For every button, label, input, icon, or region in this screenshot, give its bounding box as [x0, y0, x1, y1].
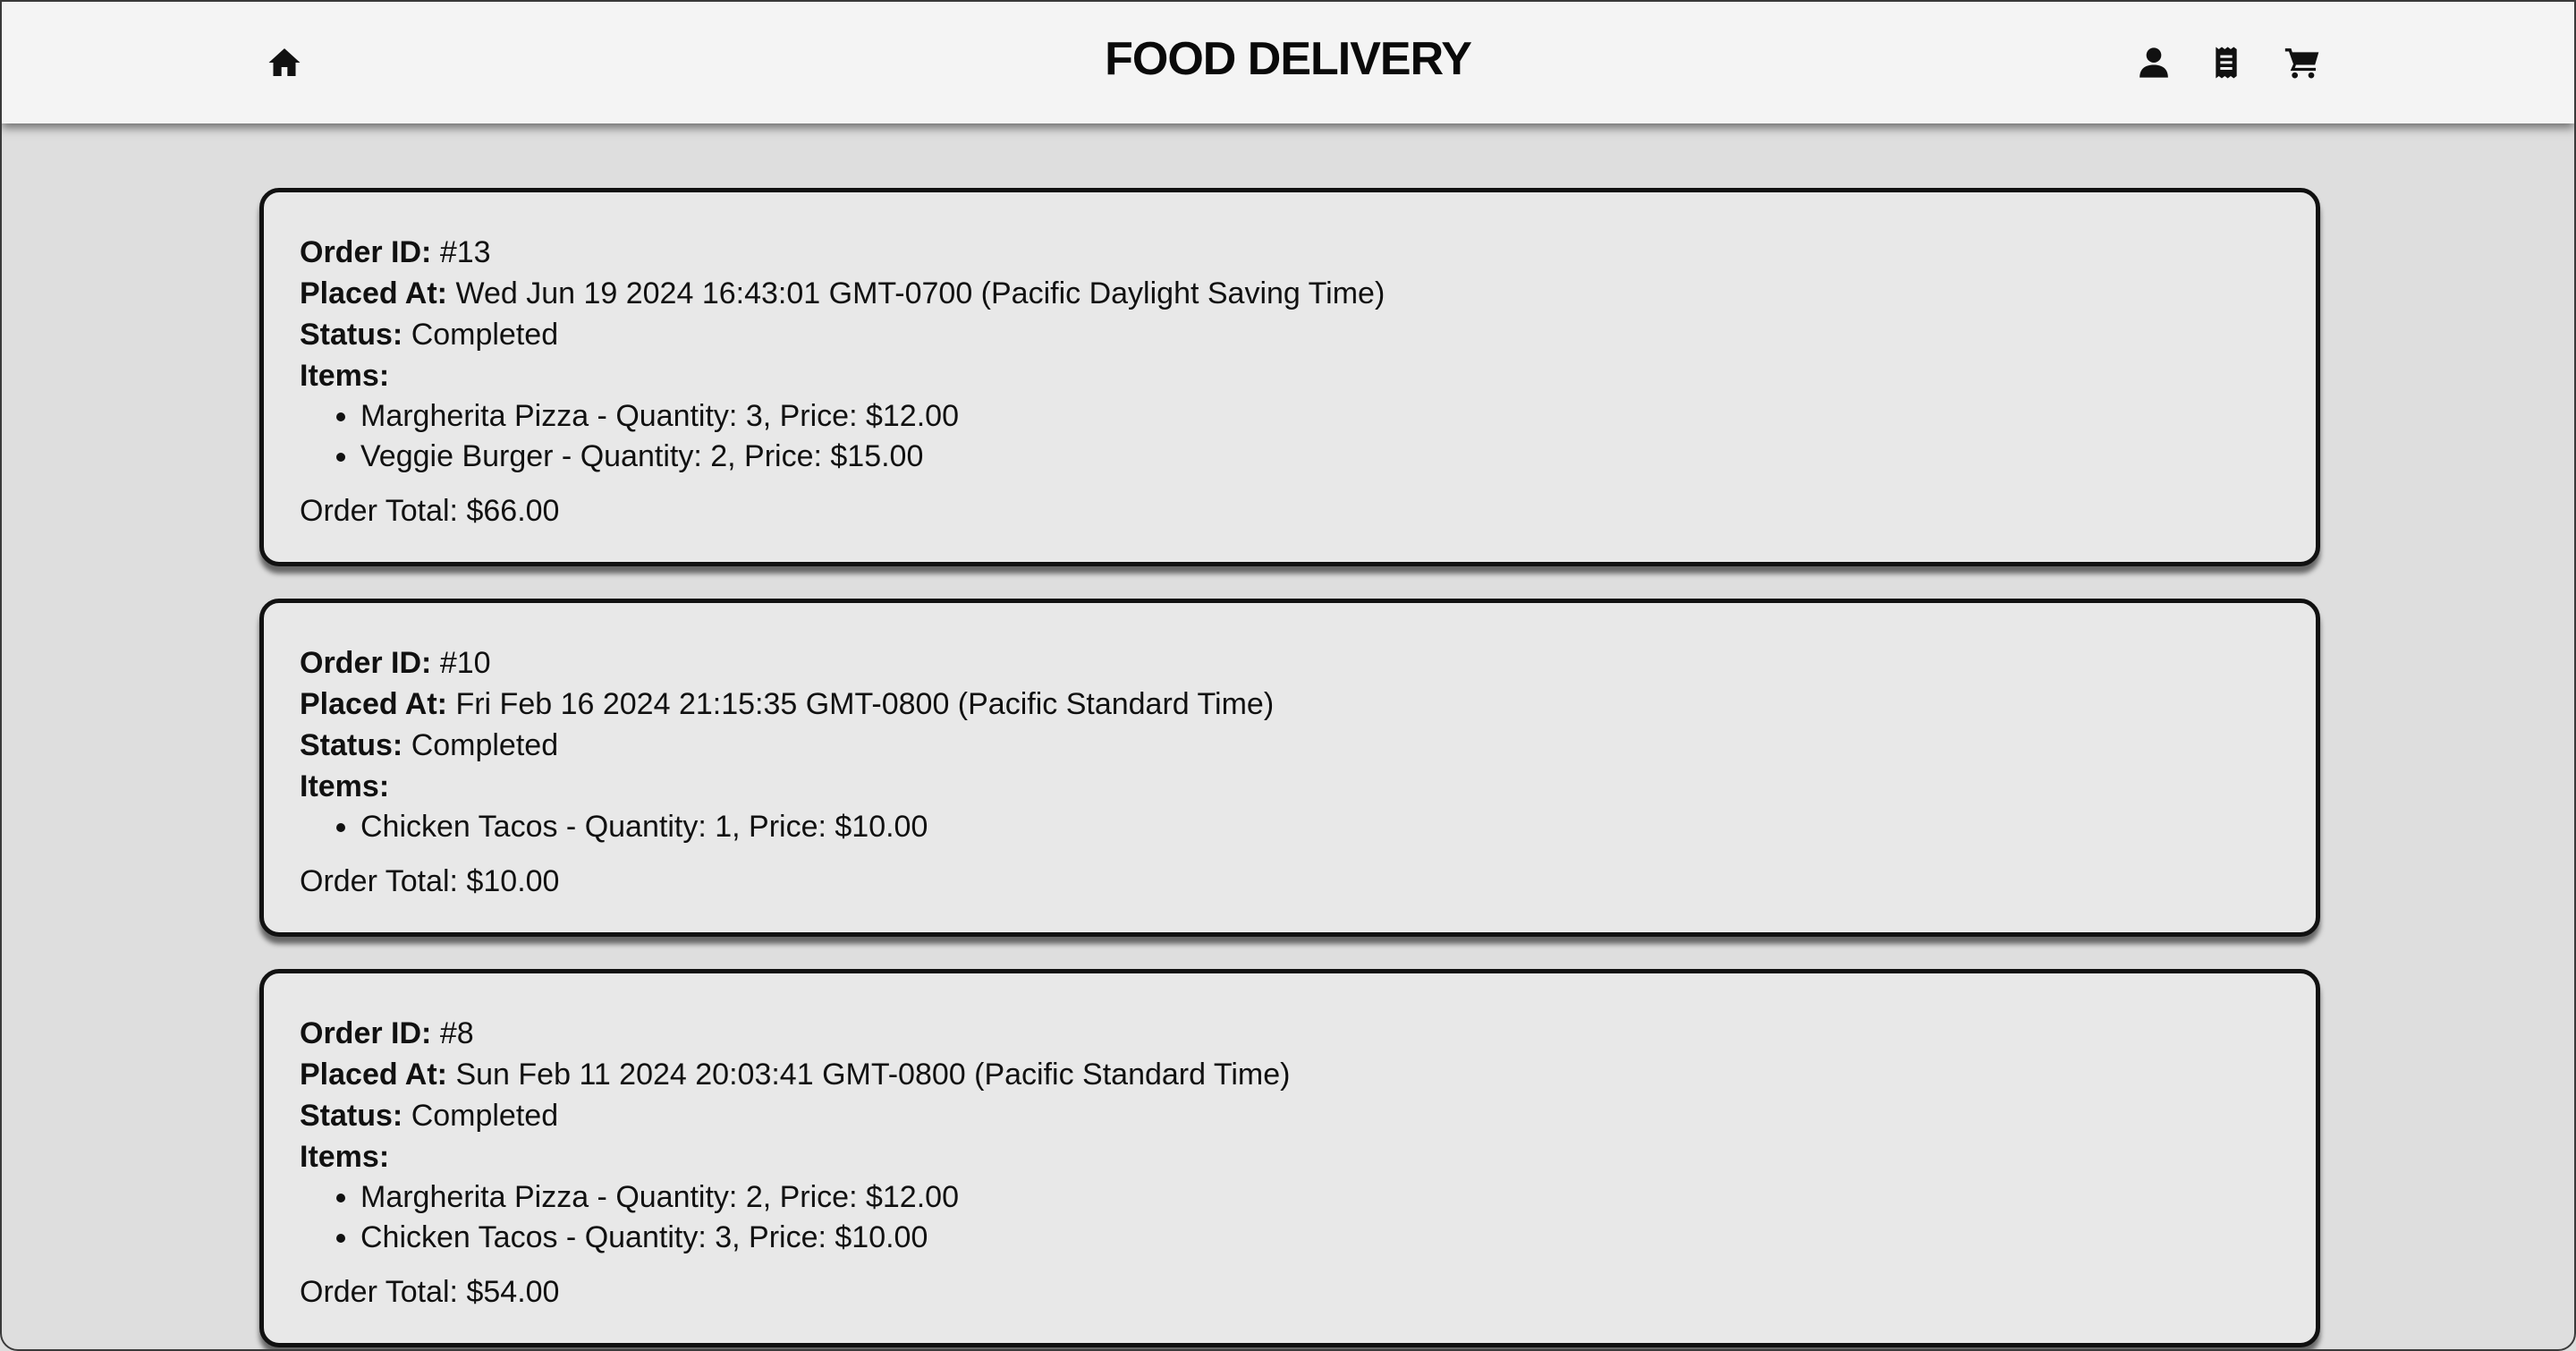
order-card — [259, 599, 2320, 937]
order-card — [259, 188, 2320, 566]
order-id-row — [300, 1013, 2280, 1054]
order-id-row — [300, 232, 2280, 273]
order-total-label: Order Total: — [300, 494, 459, 528]
status-label: Status: — [300, 318, 403, 352]
items-row — [300, 355, 2280, 396]
placed-at-value: Fri Feb 16 2024 21:15:35 GMT-0800 (Pacific Standard Time) — [455, 687, 1275, 721]
orders-button[interactable] — [2205, 41, 2248, 84]
order-id-value: #13 — [439, 235, 491, 269]
order-id-value: #8 — [439, 1016, 474, 1050]
items-row — [300, 766, 2280, 807]
order-items-list — [300, 807, 2280, 847]
placed-at-label: Placed At: — [300, 687, 448, 721]
order-items-list — [300, 1177, 2280, 1258]
order-item: • Veggie Burger - Quantity: 2, Price: $15.00 — [360, 437, 2280, 477]
order-items-list — [300, 396, 2280, 477]
items-label: Items: — [300, 1140, 390, 1174]
placed-at-label: Placed At: — [300, 276, 448, 310]
order-total-row — [300, 1271, 2280, 1313]
placed-at-row — [300, 684, 2280, 725]
status-value: Completed — [411, 728, 559, 762]
status-row — [300, 1095, 2280, 1136]
status-label: Status: — [300, 1099, 403, 1133]
order-item: • Chicken Tacos - Quantity: 1, Price: $10.00 — [360, 807, 2280, 847]
placed-at-row — [300, 1054, 2280, 1095]
status-row — [300, 725, 2280, 766]
order-total-value: $54.00 — [466, 1275, 560, 1309]
order-item: • Chicken Tacos - Quantity: 3, Price: $10.00 — [360, 1218, 2280, 1258]
profile-button[interactable] — [2132, 41, 2175, 84]
order-total-row — [300, 861, 2280, 902]
top-nav-bar — [2, 2, 2574, 123]
order-list — [259, 188, 2320, 1351]
order-id-label: Order ID: — [300, 646, 432, 680]
items-row — [300, 1136, 2280, 1177]
page-title: FOOD DELIVERY — [1105, 33, 1471, 85]
order-total-value: $66.00 — [466, 494, 560, 528]
placed-at-label: Placed At: — [300, 1058, 448, 1092]
placed-at-value: Wed Jun 19 2024 16:43:01 GMT-0700 (Pacific Daylight Saving Time) — [455, 276, 1385, 310]
placed-at-value: Sun Feb 11 2024 20:03:41 GMT-0800 (Pacific Standard Time) — [455, 1058, 1291, 1092]
order-total-label: Order Total: — [300, 1275, 459, 1309]
status-value: Completed — [411, 318, 559, 352]
order-id-label: Order ID: — [300, 1016, 432, 1050]
status-row — [300, 314, 2280, 355]
order-item: • Margherita Pizza - Quantity: 3, Price: $12.00 — [360, 396, 2280, 437]
items-label: Items: — [300, 359, 390, 393]
order-total-label: Order Total: — [300, 864, 459, 898]
receipt-icon — [2208, 45, 2244, 81]
order-id-row — [300, 642, 2280, 684]
order-item: • Margherita Pizza - Quantity: 2, Price: $12.00 — [360, 1177, 2280, 1218]
user-icon — [2136, 45, 2172, 81]
order-id-value: #10 — [439, 646, 491, 680]
status-value: Completed — [411, 1099, 559, 1133]
order-card — [259, 969, 2320, 1347]
status-label: Status: — [300, 728, 403, 762]
order-id-label: Order ID: — [300, 235, 432, 269]
cart-button[interactable] — [2281, 41, 2324, 84]
items-label: Items: — [300, 769, 390, 803]
cart-icon — [2284, 45, 2320, 81]
order-total-row — [300, 490, 2280, 531]
order-total-value: $10.00 — [466, 864, 560, 898]
placed-at-row — [300, 273, 2280, 314]
